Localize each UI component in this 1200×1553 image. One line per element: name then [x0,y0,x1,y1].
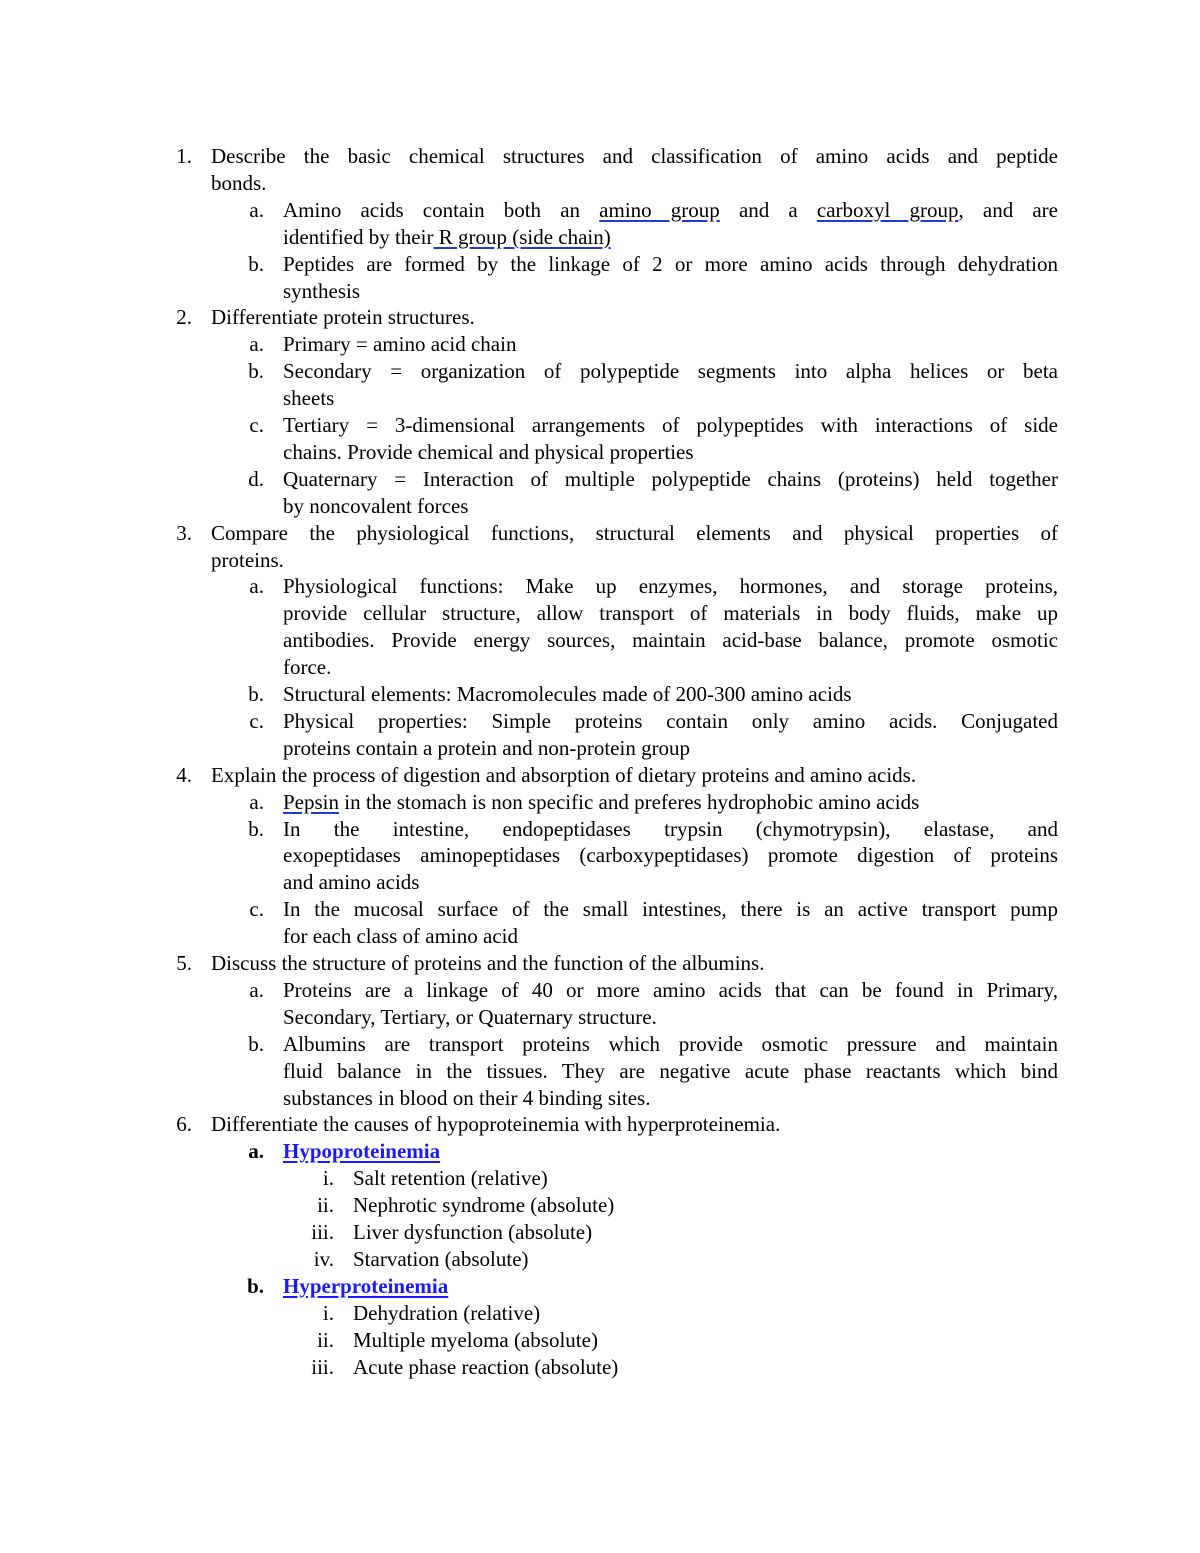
answer-text: exopeptidases aminopeptidases (carboxypeptidases) promote digestion of proteins [283,843,1058,868]
question-text: bonds. [211,170,267,195]
answer-text: Amino acids contain both an amino group and a carboxyl group, and are [283,197,1058,222]
answer-text: In the mucosal surface of the small intestines, there is an active transport pump [283,897,1058,922]
sub-letter: c. [249,413,264,437]
roman-numeral: i. [322,1166,334,1191]
roman-numeral: iii. [311,1220,334,1244]
answer-text: Physiological functions: Make up enzymes, hormones, and storage proteins, [283,574,1058,599]
sub-letter: b. [248,359,264,384]
section-heading: Hyperproteinemia [283,1273,449,1298]
roman-numeral: ii. [317,1327,334,1352]
answer-text: Tertiary = 3-dimensional arrangements of polypeptides with interactions of side [283,413,1058,437]
sub-letter: a. [249,789,264,814]
question-text: proteins. [211,547,284,572]
question-text: Compare the physiological functions, structural elements and physical properties of [211,520,1058,545]
answer-text: In the intestine, endopeptidases trypsin (chymotrypsin), elastase, and [283,816,1058,841]
question-text: Differentiate protein structures. [211,305,475,330]
cause-item: Starvation (absolute) [353,1246,529,1271]
list-number: 5. [176,951,192,975]
sub-letter: b. [247,1273,264,1298]
sub-letter: b. [248,816,264,841]
roman-numeral: iv. [313,1246,334,1271]
answer-text: Primary = amino acid chain [283,332,517,357]
answer-text: Secondary, Tertiary, or Quaternary structure. [283,1004,657,1029]
cause-item: Salt retention (relative) [353,1166,548,1191]
roman-numeral: iii. [311,1354,334,1379]
answer-text: force. [283,655,332,680]
sub-letter: a. [249,197,264,222]
sub-letter: b. [248,1031,264,1056]
list-number: 6. [176,1112,192,1137]
cause-item: Multiple myeloma (absolute) [353,1327,598,1352]
question-text: Describe the basic chemical structures and classification of amino acids and peptide [211,144,1058,168]
answer-text: provide cellular structure, allow transport of materials in body fluids, make up [283,601,1058,626]
cause-item: Nephrotic syndrome (absolute) [353,1193,615,1218]
list-number: 4. [176,762,192,787]
sub-letter: c. [249,897,264,922]
answer-text: fluid balance in the tissues. They are negative acute phase reactants which bind [283,1058,1058,1083]
roman-numeral: i. [322,1300,334,1325]
answer-text: identified by their R group (side chain) [283,224,611,249]
sub-letter: d. [248,466,264,491]
answer-text: Pepsin in the stomach is non specific and preferes hydrophobic amino acids [283,789,920,814]
list-number: 2. [176,305,192,330]
glossary-link[interactable]: R group (side chain) [433,224,611,249]
glossary-link[interactable]: amino group [599,197,720,222]
glossary-link[interactable]: carboxyl group [816,197,959,222]
answer-text: Albumins are transport proteins which provide osmotic pressure and maintain [283,1031,1058,1056]
answer-text: Peptides are formed by the linkage of 2 or more amino acids through dehydration [283,251,1058,276]
answer-text: Secondary = organization of polypeptide segments into alpha helices or beta [283,359,1058,384]
answer-text: for each class of amino acid [283,924,518,949]
answer-text: proteins contain a protein and non-protein group [283,735,691,760]
list-number: 1. [176,144,192,168]
answer-text: synthesis [283,278,361,303]
sub-letter: a. [249,574,264,599]
list-number: 3. [176,520,192,545]
sub-letter: a. [248,1139,264,1164]
answer-text: antibodies. Provide energy sources, maintain acid-base balance, promote osmotic [283,628,1058,653]
answer-text: and amino acids [283,870,420,895]
roman-numeral: ii. [317,1193,334,1218]
answer-text: Proteins are a linkage of 40 or more amino acids that can be found in Primary, [283,977,1058,1002]
sub-letter: b. [248,682,264,706]
answer-text: chains. Provide chemical and physical properties [283,439,694,464]
question-text: Explain the process of digestion and absorption of dietary proteins and amino acids. [211,762,917,787]
answer-text: sheets [283,386,335,411]
answer-text: Structural elements: Macromolecules made of 200-300 amino acids [283,682,852,706]
question-text: Differentiate the causes of hypoproteinemia with hyperproteinemia. [211,1112,781,1137]
cause-item: Liver dysfunction (absolute) [353,1220,593,1244]
question-text: Discuss the structure of proteins and the function of the albumins. [211,951,765,975]
sub-letter: a. [249,977,264,1002]
sub-letter: a. [249,332,264,357]
cause-item: Acute phase reaction (absolute) [353,1354,619,1379]
answer-text: Quaternary = Interaction of multiple polypeptide chains (proteins) held together [283,466,1058,491]
glossary-link[interactable]: Pepsin [283,789,340,814]
answer-text: substances in blood on their 4 binding sites. [283,1085,651,1110]
cause-item: Dehydration (relative) [353,1300,541,1325]
answer-text: Physical properties: Simple proteins contain only amino acids. Conjugated [283,708,1058,733]
sub-letter: b. [248,251,264,276]
section-heading: Hypoproteinemia [283,1139,441,1164]
sub-letter: c. [249,708,264,733]
answer-text: by noncovalent forces [283,493,469,518]
